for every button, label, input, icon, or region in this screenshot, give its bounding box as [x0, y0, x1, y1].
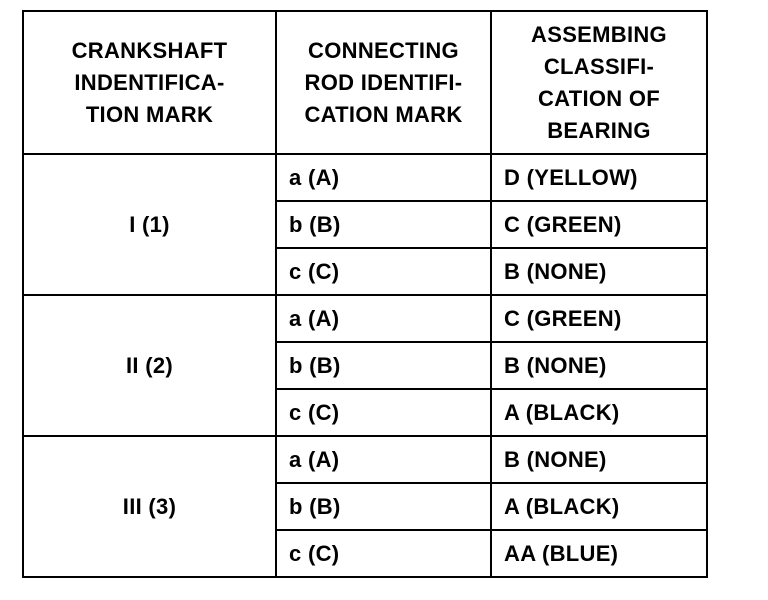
header-line: ROD IDENTIFI-	[304, 69, 463, 95]
bearing-class-cell: A (BLACK)	[491, 483, 707, 530]
rod-mark-cell: a (A)	[276, 154, 491, 201]
table-row	[23, 436, 707, 483]
table-body	[23, 154, 707, 577]
bearing-class-cell: B (NONE)	[491, 342, 707, 389]
table-row	[23, 295, 707, 342]
rod-mark-cell: c (C)	[276, 530, 491, 577]
table-row	[23, 154, 707, 201]
rod-mark-cell: b (B)	[276, 342, 491, 389]
rod-mark-cell: b (B)	[276, 201, 491, 248]
header-crankshaft-mark	[23, 11, 276, 154]
rod-mark-cell: a (A)	[276, 295, 491, 342]
crankshaft-mark-cell: II (2)	[23, 295, 276, 436]
header-bearing-classification	[491, 11, 707, 154]
rod-mark-cell: c (C)	[276, 389, 491, 436]
header-line: CRANKSHAFT	[71, 37, 228, 63]
header-line: ASSEMBING	[531, 21, 667, 47]
header-line: BEARING	[547, 117, 651, 143]
bearing-class-cell: B (NONE)	[491, 436, 707, 483]
header-connecting-rod-mark	[276, 11, 491, 154]
rod-mark-cell: c (C)	[276, 248, 491, 295]
crankshaft-mark-cell: I (1)	[23, 154, 276, 295]
table-header	[23, 11, 707, 154]
bearing-selection-table	[22, 10, 708, 578]
bearing-class-cell: C (GREEN)	[491, 201, 707, 248]
header-line: CLASSIFI-	[543, 53, 655, 79]
crankshaft-mark-cell: III (3)	[23, 436, 276, 577]
header-line: TION MARK	[85, 101, 214, 127]
bearing-class-cell: C (GREEN)	[491, 295, 707, 342]
header-line: INDENTIFICA-	[74, 69, 225, 95]
header-row	[23, 11, 707, 154]
rod-mark-cell: a (A)	[276, 436, 491, 483]
bearing-class-cell: AA (BLUE)	[491, 530, 707, 577]
bearing-class-cell: D (YELLOW)	[491, 154, 707, 201]
header-line: CATION OF	[537, 85, 661, 111]
bearing-class-cell: B (NONE)	[491, 248, 707, 295]
bearing-class-cell: A (BLACK)	[491, 389, 707, 436]
rod-mark-cell: b (B)	[276, 483, 491, 530]
header-line: CATION MARK	[304, 101, 463, 127]
header-line: CONNECTING	[308, 37, 459, 63]
